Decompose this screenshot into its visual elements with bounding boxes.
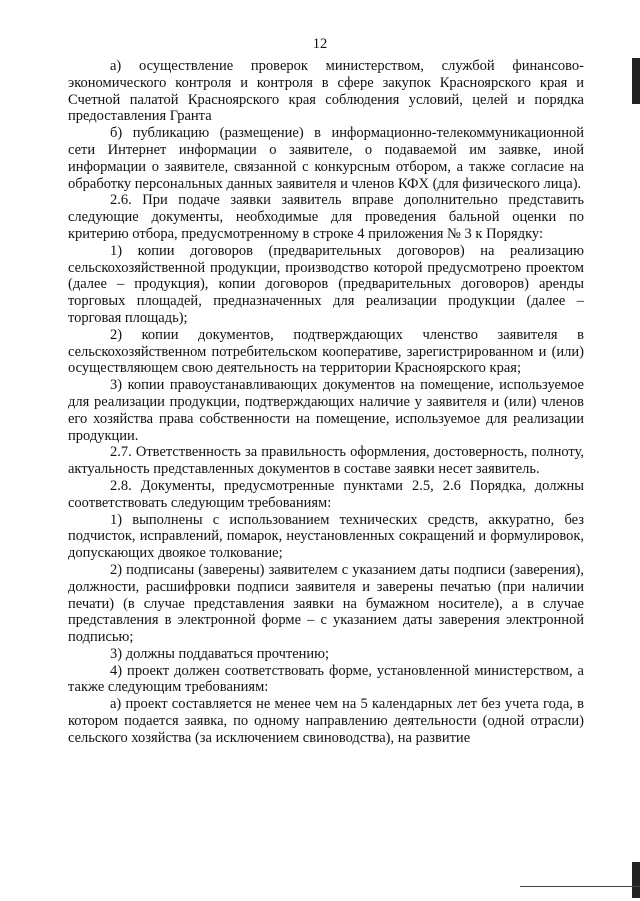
list-item-2-8-3: 3) должны поддаваться прочтению; xyxy=(110,645,330,662)
document-body xyxy=(68,58,584,747)
paragraph-2-8: 2.8. Документы, предусмотренные пунктами 2.5, 2.6 Порядка, должны соответствовать следующим требованиям: xyxy=(68,477,584,511)
subitem-a-project-term: а) проект составляется не менее чем на 5 календарных лет без учета года, в котором подается заявка, по одному направлению деятельности (одной отрасли) сельского хозяйства (за исключением свиноводства), на развитие xyxy=(68,696,584,746)
page-number: 12 xyxy=(312,36,328,52)
scan-edge-mark-top xyxy=(632,58,640,104)
list-item-2-8-4: 4) проект должен соответствовать форме, установленной министерством, а также следующим требованиям: xyxy=(68,662,584,696)
scan-edge-line xyxy=(520,886,640,887)
scan-edge-mark-bottom xyxy=(632,862,640,898)
list-item-2-8-1: 1) выполнены с использованием технических средств, аккуратно, без подчисток, исправлений, помарок, неустановленных сокращений и формулировок, допускающих двоякое толкование; xyxy=(68,511,584,562)
list-item-2-6-2: 2) копии документов, подтверждающих членство заявителя в сельскохозяйственном потребительском кооперативе, зарегистрированном и (или) осуществляющем свою деятельность на территории Красноярского края; xyxy=(68,326,584,377)
list-item-2-6-3: 3) копии правоустанавливающих документов на помещение, используемое для реализации продукции, подтверждающих наличие у заявителя и (или) членов его хозяйства права собственности на помещение, используемое для реализации продукции. xyxy=(68,377,584,444)
paragraph-a-audits: а) осуществление проверок министерством, службой финансово-экономического контроля и контроля в сфере закупок Красноярского края и Счетной палатой Красноярского края соблюдения условий, целей и порядка предоставления Гранта xyxy=(68,58,584,125)
paragraph-2-6: 2.6. При подаче заявки заявитель вправе дополнительно представить следующие документы, необходимые для проведения бальной оценки по критерию отбора, предусмотренному в строке 4 приложения № 3 к Порядку: xyxy=(68,192,584,242)
list-item-2-8-2: 2) подписаны (заверены) заявителем с указанием даты подписи (заверения), должности, расшифровки подписи заявителя и заверены печатью (при наличии печати) (в случае представления заявки на бумажном носителе), а в случае представления в электронной форме – с указанием даты заверения электронной подписью; xyxy=(68,561,584,646)
list-item-2-6-1: 1) копии договоров (предварительных договоров) на реализацию сельскохозяйственной продукции, производство которой предусмотрено проектом (далее – продукция), копии договоров (предварительных договоров) аренды торговых площадей, предназначенных для реализации продукции (далее – торговая площадь); xyxy=(68,242,584,326)
paragraph-2-7: 2.7. Ответственность за правильность оформления, достоверность, полноту, актуальность представленных документов в составе заявки несет заявитель. xyxy=(68,444,584,478)
paragraph-b-publication: б) публикацию (размещение) в информационно-телекоммуникационной сети Интернет информации о заявителе, о подаваемой им заявке, иной информации о заявителе, связанной с конкурсным отбором, а также согласие на обработку персональных данных заявителя и членов КФХ (для физического лица). xyxy=(68,125,584,192)
